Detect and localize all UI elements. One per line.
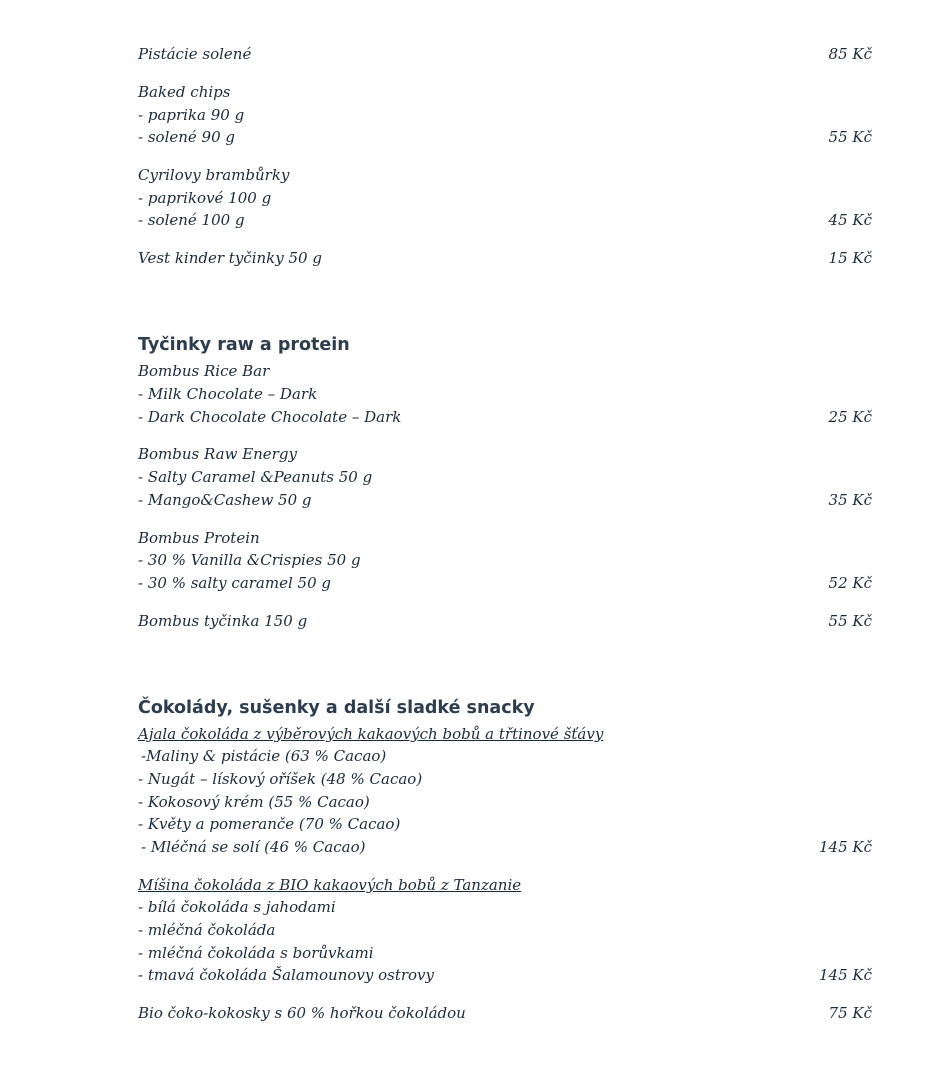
section-heading-sweets: Čokolády, sušenky a další sladké snacky <box>138 698 535 718</box>
item-variant: - Nugát – lískový oříšek (48 % Cacao) <box>138 770 423 788</box>
item-price: 52 Kč <box>828 574 872 592</box>
menu-item-variant <box>138 838 872 861</box>
item-price: 145 Kč <box>818 966 872 984</box>
menu-item-raw-energy <box>138 445 872 468</box>
item-price: 15 Kč <box>828 249 872 267</box>
item-name: Bombus Rice Bar <box>138 362 270 380</box>
item-name: Baked chips <box>138 83 231 101</box>
menu-item-cyrilovy <box>138 166 872 189</box>
section-heading-bars: Tyčinky raw a protein <box>138 335 350 355</box>
menu-item-vest-kinder <box>138 249 872 272</box>
menu-item-ajala <box>138 725 872 748</box>
item-variant: -Maliny & pistácie (63 % Cacao) <box>141 747 387 765</box>
item-variant: - mléčná čokoláda <box>138 921 276 939</box>
item-variant: - Mango&Cashew 50 g <box>138 491 312 509</box>
menu-item-protein <box>138 529 872 552</box>
item-name: Bombus Protein <box>138 529 260 547</box>
item-variant: - Dark Chocolate Chocolate – Dark <box>138 408 402 426</box>
item-variant: - paprika 90 g <box>138 106 245 124</box>
menu-item-variant <box>138 815 872 838</box>
item-name: Pistácie solené <box>138 45 252 63</box>
item-variant: - solené 90 g <box>138 128 236 146</box>
menu-item-variant <box>138 944 872 967</box>
menu-item-variant <box>138 747 872 770</box>
menu-item-baked-chips <box>138 83 872 106</box>
item-price: 75 Kč <box>828 1004 872 1022</box>
item-name: Ajala čokoláda z výběrových kakaových bobů a třtinové šťávy <box>138 725 604 743</box>
menu-item-coko-kokosky <box>138 1004 872 1027</box>
menu-item-variant <box>138 921 872 944</box>
menu-item-variant <box>138 551 872 574</box>
item-price: 25 Kč <box>828 408 872 426</box>
menu-item-variant <box>138 793 872 816</box>
item-variant: - 30 % Vanilla &Crispies 50 g <box>138 551 361 569</box>
item-variant: - Květy a pomeranče (70 % Cacao) <box>138 815 401 833</box>
item-variant: - Milk Chocolate – Dark <box>138 385 318 403</box>
item-price: 45 Kč <box>828 211 872 229</box>
item-name: Bombus tyčinka 150 g <box>138 612 308 630</box>
item-variant: - Mléčná se solí (46 % Cacao) <box>141 838 366 856</box>
menu-item-misina <box>138 876 872 899</box>
item-name: Bio čoko-kokosky s 60 % hořkou čokoládou <box>138 1004 466 1022</box>
item-name: Vest kinder tyčinky 50 g <box>138 249 322 267</box>
menu-item-variant <box>138 468 872 491</box>
menu-item-variant <box>138 106 872 129</box>
item-price: 55 Kč <box>828 612 872 630</box>
menu-item-variant <box>138 211 872 234</box>
menu-item-rice-bar <box>138 362 872 385</box>
menu-item-variant <box>138 128 872 151</box>
menu-item-variant <box>138 898 872 921</box>
menu-item-bombus-tycinka <box>138 612 872 635</box>
item-name: Bombus Raw Energy <box>138 445 297 463</box>
item-variant: - paprikové 100 g <box>138 189 272 207</box>
menu-item-variant <box>138 189 872 212</box>
item-price: 35 Kč <box>828 491 872 509</box>
item-price: 85 Kč <box>828 45 872 63</box>
item-variant: - solené 100 g <box>138 211 245 229</box>
menu-item-variant <box>138 491 872 514</box>
menu-item-variant <box>138 385 872 408</box>
menu-item-variant <box>138 408 872 431</box>
item-name: Míšina čokoláda z BIO kakaových bobů z Tanzanie <box>138 876 522 894</box>
menu-item-variant <box>138 574 872 597</box>
item-price: 55 Kč <box>828 128 872 146</box>
item-name: Cyrilovy brambůrky <box>138 166 290 184</box>
item-variant: - Kokosový krém (55 % Cacao) <box>138 793 370 811</box>
item-price: 145 Kč <box>818 838 872 856</box>
menu-item-pistacie <box>138 45 872 68</box>
menu-item-variant <box>138 770 872 793</box>
item-variant: - Salty Caramel &Peanuts 50 g <box>138 468 373 486</box>
item-variant: - tmavá čokoláda Šalamounovy ostrovy <box>138 966 435 984</box>
item-variant: - 30 % salty caramel 50 g <box>138 574 332 592</box>
menu-item-variant <box>138 966 872 989</box>
item-variant: - mléčná čokoláda s borůvkami <box>138 944 374 962</box>
item-variant: - bílá čokoláda s jahodami <box>138 898 336 916</box>
